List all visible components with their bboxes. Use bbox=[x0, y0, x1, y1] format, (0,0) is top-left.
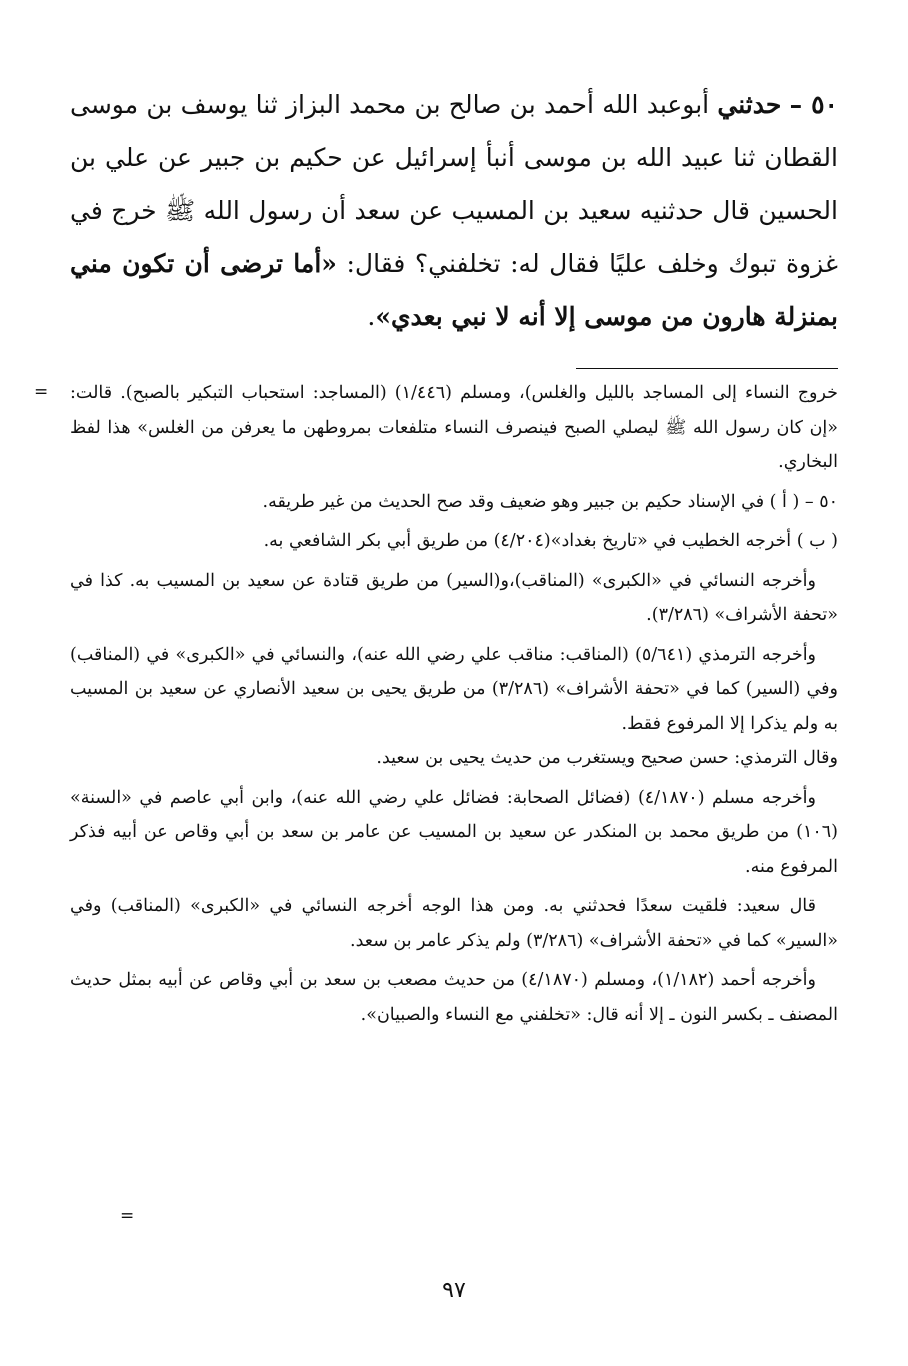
footnote-50b: ( ب ) أخرجه الخطيب في «تاريخ بغداد»(٤/٢٠٤) من طريق أبي بكر الشافعي به. bbox=[263, 531, 838, 551]
footnotes bbox=[70, 376, 838, 1032]
hadith-number: ٥٠ – bbox=[789, 90, 838, 119]
footnote-separator bbox=[576, 368, 838, 369]
page-number: ٩٧ bbox=[442, 1278, 466, 1303]
hadith-chain-and-story: أبوعبد الله أحمد بن صالح بن محمد البزاز ثنا يوسف بن موسى القطان ثنا عبيد الله بن موسى أنبأ إسرائيل عن حكيم بن جبير عن علي بن الحسين قال حدثنيه سعيد بن المسيب عن سعد أن رسول الله ﷺ خرج في غزوة تبوك وخلف عليًا فقال له: تخلفني؟ فقال: bbox=[70, 90, 838, 278]
footnote-paragraph: وأخرجه أحمد (١/١٨٢)، ومسلم (٤/١٨٧٠) من حديث مصعب بن سعد بن أبي وقاص عن أبيه بمثل حديث المصنف ـ بكسر النون ـ إلا أنه قال: «تخلفني مع النساء والصبيان». bbox=[70, 970, 838, 1025]
hadith-opening: حدثني bbox=[717, 90, 782, 119]
footnote-50a: ٥٠ – ( أ ) في الإسناد حكيم بن جبير وهو ضعيف وقد صح الحديث من غير طريقه. bbox=[262, 491, 838, 512]
footnote-paragraph: وأخرجه مسلم (٤/١٨٧٠) (فضائل الصحابة: فضائل علي رضي الله عنه)، وابن أبي عاصم في «السنة» (١٠٦) من طريق محمد بن المنكدر عن سعيد بن المسيب عن عامر بن سعد بن أبي وقاص عن أبيه فذكر المرفوع منه. bbox=[70, 787, 838, 877]
footnote-paragraph: وأخرجه النسائي في «الكبرى» (المناقب)،و(السير) من طريق قتادة عن سعيد بن المسيب به. كذا في «تحفة الأشراف» (٣/٢٨٦). bbox=[70, 570, 838, 625]
continuation-marker: = bbox=[34, 382, 49, 402]
hadith-quote: «أما ترضى أن تكون مني بمنزلة هارون من موسى إلا أنه لا نبي بعدي» bbox=[70, 249, 838, 331]
footnote-paragraph: وأخرجه الترمذي (٥/٦٤١) (المناقب: مناقب علي رضي الله عنه)، والنسائي في «الكبرى» في (المناقب) وفي (السير) كما في «تحفة الأشراف» (٣/٢٨٦) من طريق يحيى بن سعيد الأنصاري عن سعيد بن المسيب به ولم يذكرا إلا المرفوع فقط. bbox=[70, 644, 838, 734]
footnote-paragraph: قال سعيد: فلقيت سعدًا فحدثني به. ومن هذا الوجه أخرجه النسائي في «الكبرى» (المناقب) وفي «السير» كما في «تحفة الأشراف» (٣/٢٨٦) ولم يذكر عامر بن سعد. bbox=[70, 896, 838, 951]
hadith-text bbox=[70, 78, 838, 343]
footnote-paragraph: وقال الترمذي: حسن صحيح ويستغرب من حديث يحيى بن سعيد. bbox=[376, 748, 838, 768]
continues-marker: = bbox=[120, 1206, 135, 1226]
footnote-continuation: خروج النساء إلى المساجد بالليل والغلس)، ومسلم (١/٤٤٦) (المساجد: استحباب التبكير بالصبح). قالت: «إن كان رسول الله ﷺ ليصلي الصبح فينصرف النساء متلفعات بمروطهن ما يعرفن من الغلس» هذا لفظ البخاري. bbox=[70, 383, 838, 472]
hadith-end: . bbox=[367, 302, 376, 331]
